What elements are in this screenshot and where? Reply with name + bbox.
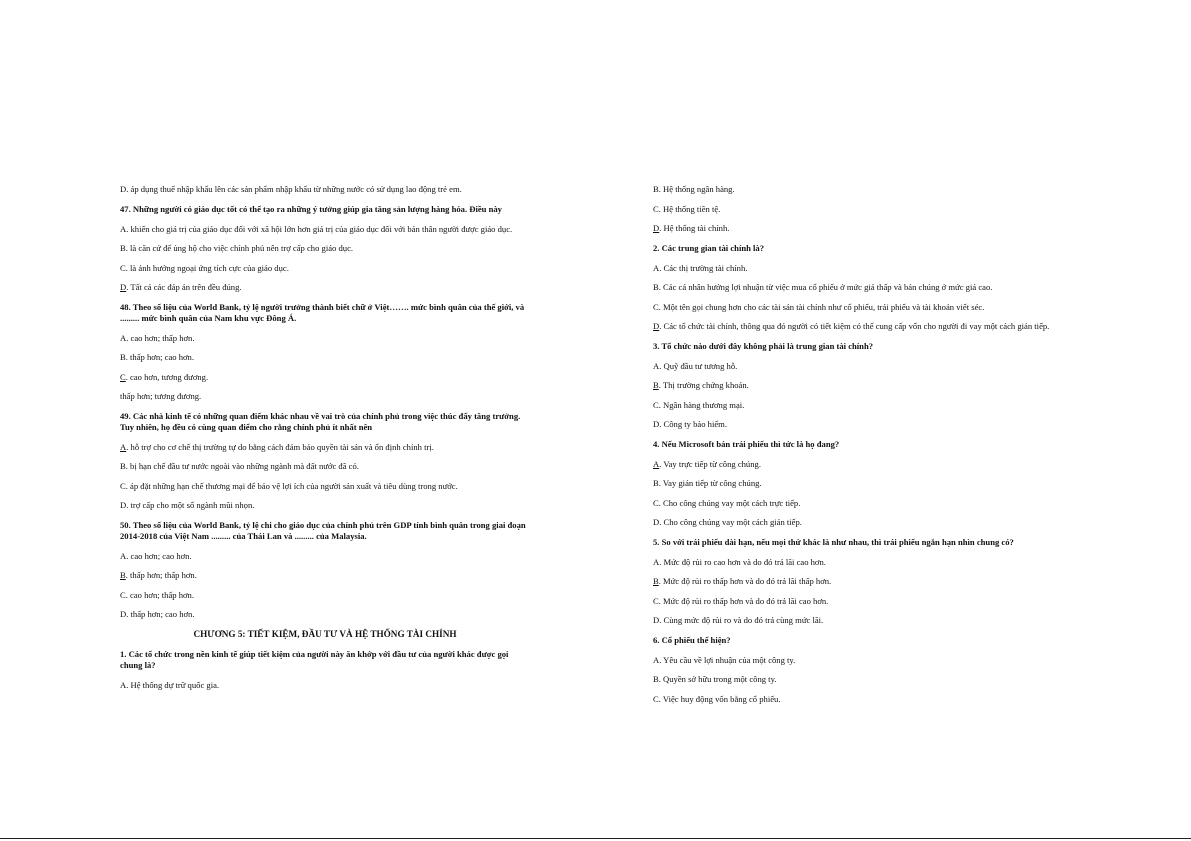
q47-question: 47. Những người có giáo dục tốt có thể tạo ra những ý tưởng giúp gia tăng sản lượng hàng hóa. Điều này [120, 203, 502, 214]
c6-option-b: B. Quyền sở hữu trong một công ty. [653, 674, 777, 684]
q48-option-c-text: . cao hơn, tương đương. [125, 371, 209, 382]
chapter-title: CHƯƠNG 5: TIẾT KIỆM, ĐẦU TƯ VÀ HỆ THỐNG TÀI CHÍNH [193, 628, 457, 639]
q47-option-a: A. khiến cho giá trị của giáo dục đối với xã hội lớn hơn giá trị của giáo dục đối với bản thân người được giáo dục. [120, 223, 513, 234]
c2-answer-letter: D [653, 321, 660, 331]
c6-option-a: A. Yêu cầu về lợi nhuận của một công ty. [653, 654, 796, 665]
q50-option-b [120, 570, 530, 581]
c1-question: 1. Các tổ chức trong nền kinh tế giúp tiết kiệm của người này ăn khớp với đầu tư của người khác được gọi chung là? [120, 648, 509, 670]
q48-option-b: B. thấp hơn; cao hơn. [120, 352, 195, 362]
c6-question: 6. Cổ phiếu thể hiện? [653, 634, 731, 645]
q50-option-c: C. cao hơn; thấp hơn. [120, 589, 195, 600]
c5-option-b-text: . Mức độ rủi ro thấp hơn và do đó trả lãi thấp hơn. [658, 576, 832, 586]
q49-option-b: B. bị hạn chế đầu tư nước ngoài vào những ngành mà đất nước đã có. [120, 461, 359, 471]
c5-option-b [653, 576, 1065, 587]
c3-answer-letter: B [653, 380, 659, 390]
q48-option-d: thấp hơn; tương đương. [120, 391, 202, 401]
page-bottom-divider [0, 838, 1191, 839]
c4-option-c: C. Cho công chúng vay một cách trực tiếp. [653, 497, 801, 508]
q50-option-d: D. thấp hơn; cao hơn. [120, 609, 195, 619]
c3-question: 3. Tổ chức nào dưới đây không phải là trung gian tài chính? [653, 340, 874, 351]
c5-option-c: C. Mức độ rủi ro thấp hơn và do đó trả lãi cao hơn. [653, 595, 829, 606]
q49-question: 49. Các nhà kinh tế có những quan điểm khác nhau về vai trò của chính phủ trong việc thúc đẩy tăng trưởng. Tuy nhiên, họ đều có cùng quan điểm cho rằng chính phủ ít nhất nên [120, 410, 521, 432]
c2-option-c: C. Một tên gọi chung hơn cho các tài sản tài chính như cổ phiếu, trái phiếu và tài khoản viết séc. [653, 301, 985, 312]
q49-option-d: D. trợ cấp cho một số ngành mũi nhọn. [120, 500, 255, 510]
c5-answer-letter: B [653, 576, 659, 586]
c2-question: 2. Các trung gian tài chính là? [653, 242, 765, 253]
c1-option-c: C. Hệ thống tiền tệ. [653, 203, 721, 214]
c6-option-c: C. Việc huy động vốn bằng cổ phiếu. [653, 693, 781, 704]
q46-option-d: D. áp dụng thuế nhập khẩu lên các sản phẩm nhập khẩu từ những nước có sử dụng lao động trẻ em. [120, 184, 462, 194]
c2-option-d [653, 321, 1065, 332]
q49-option-c: C. áp đặt những hạn chế thương mại để bảo vệ lợi ích của người sản xuất và tiêu dùng trong nước. [120, 480, 458, 491]
c3-option-c: C. Ngân hàng thương mại. [653, 399, 745, 410]
q47-answer-letter: D [120, 282, 127, 292]
q49-answer-letter: A [120, 441, 127, 452]
c2-option-d-text: . Các tổ chức tài chính, thông qua đó người có tiết kiệm có thể cung cấp vốn cho người đi vay một cách gián tiếp. [659, 321, 1050, 331]
c4-option-a-text: . Vay trực tiếp từ công chúng. [659, 458, 761, 469]
c4-option-a [653, 459, 1065, 470]
c3-option-b [653, 380, 1065, 391]
c1-option-d-text: . Hệ thống tài chính. [659, 223, 730, 233]
c4-answer-letter: A [653, 458, 660, 469]
q50-question: 50. Theo số liệu của World Bank, tỷ lệ chi cho giáo dục của chính phủ trên GDP tính bình quân trong giai đoạn 2014-2018 của Việt Nam ......... của Thái Lan và ......... của Malaysia. [120, 519, 526, 541]
c3-option-a: A. Quỹ đầu tư tương hỗ. [653, 360, 738, 371]
right-column [653, 184, 1065, 713]
c5-question: 5. So với trái phiếu dài hạn, nếu mọi thứ khác là như nhau, thì trái phiếu ngắn hạn nhìn chung có? [653, 536, 1014, 547]
c2-option-a: A. Các thị trường tài chính. [653, 262, 748, 273]
c1-answer-letter: D [653, 223, 660, 233]
q48-answer-letter: C [120, 371, 126, 382]
q49-option-a-text: . hỗ trợ cho cơ chế thị trường tự do bằng cách đảm bảo quyền tài sản và ổn định chính trị. [126, 441, 434, 452]
c1-option-b: B. Hệ thống ngân hàng. [653, 184, 735, 194]
q47-option-d-text: . Tất cả các đáp án trên đều đúng. [126, 282, 242, 292]
c3-option-b-text: . Thị trường chứng khoán. [658, 380, 749, 390]
c4-option-b: B. Vay gián tiếp từ công chúng. [653, 478, 762, 488]
c5-option-d: D. Cùng mức độ rủi ro và do đó trả cùng mức lãi. [653, 615, 824, 625]
q48-option-c [120, 372, 530, 383]
c5-option-a: A. Mức độ rủi ro cao hơn và do đó trả lãi cao hơn. [653, 556, 826, 567]
left-column [120, 184, 530, 699]
q49-option-a [120, 442, 530, 453]
q48-question: 48. Theo số liệu của World Bank, tỷ lệ người trưởng thành biết chữ ở Việt……. mức bình quân của thế giới, và ......... mức bình quân của Nam khu vực Đông Á. [120, 301, 525, 323]
c1-option-a: A. Hệ thống dự trữ quốc gia. [120, 679, 220, 690]
q50-option-a: A. cao hơn; cao hơn. [120, 550, 192, 561]
c4-option-d: D. Cho công chúng vay một cách gián tiếp. [653, 517, 802, 527]
c1-option-d [653, 223, 1065, 234]
q50-option-b-text: . thấp hơn; thấp hơn. [125, 570, 197, 580]
c4-question: 4. Nếu Microsoft bán trái phiếu thì tức là họ đang? [653, 438, 840, 449]
q48-option-a: A. cao hơn; thấp hơn. [120, 332, 195, 343]
q47-option-c: C. là ảnh hưởng ngoại ứng tích cực của giáo dục. [120, 262, 289, 273]
q50-answer-letter: B [120, 570, 126, 580]
c2-option-b: B. Các cá nhân hưởng lợi nhuận từ việc mua cổ phiếu ở mức giá thấp và bán chúng ở mức giá cao. [653, 282, 993, 292]
q47-option-b: B. là căn cứ để ủng hộ cho việc chính phủ nên trợ cấp cho giáo dục. [120, 243, 354, 253]
q47-option-d [120, 282, 530, 293]
c3-option-d: D. Công ty bảo hiểm. [653, 419, 727, 429]
